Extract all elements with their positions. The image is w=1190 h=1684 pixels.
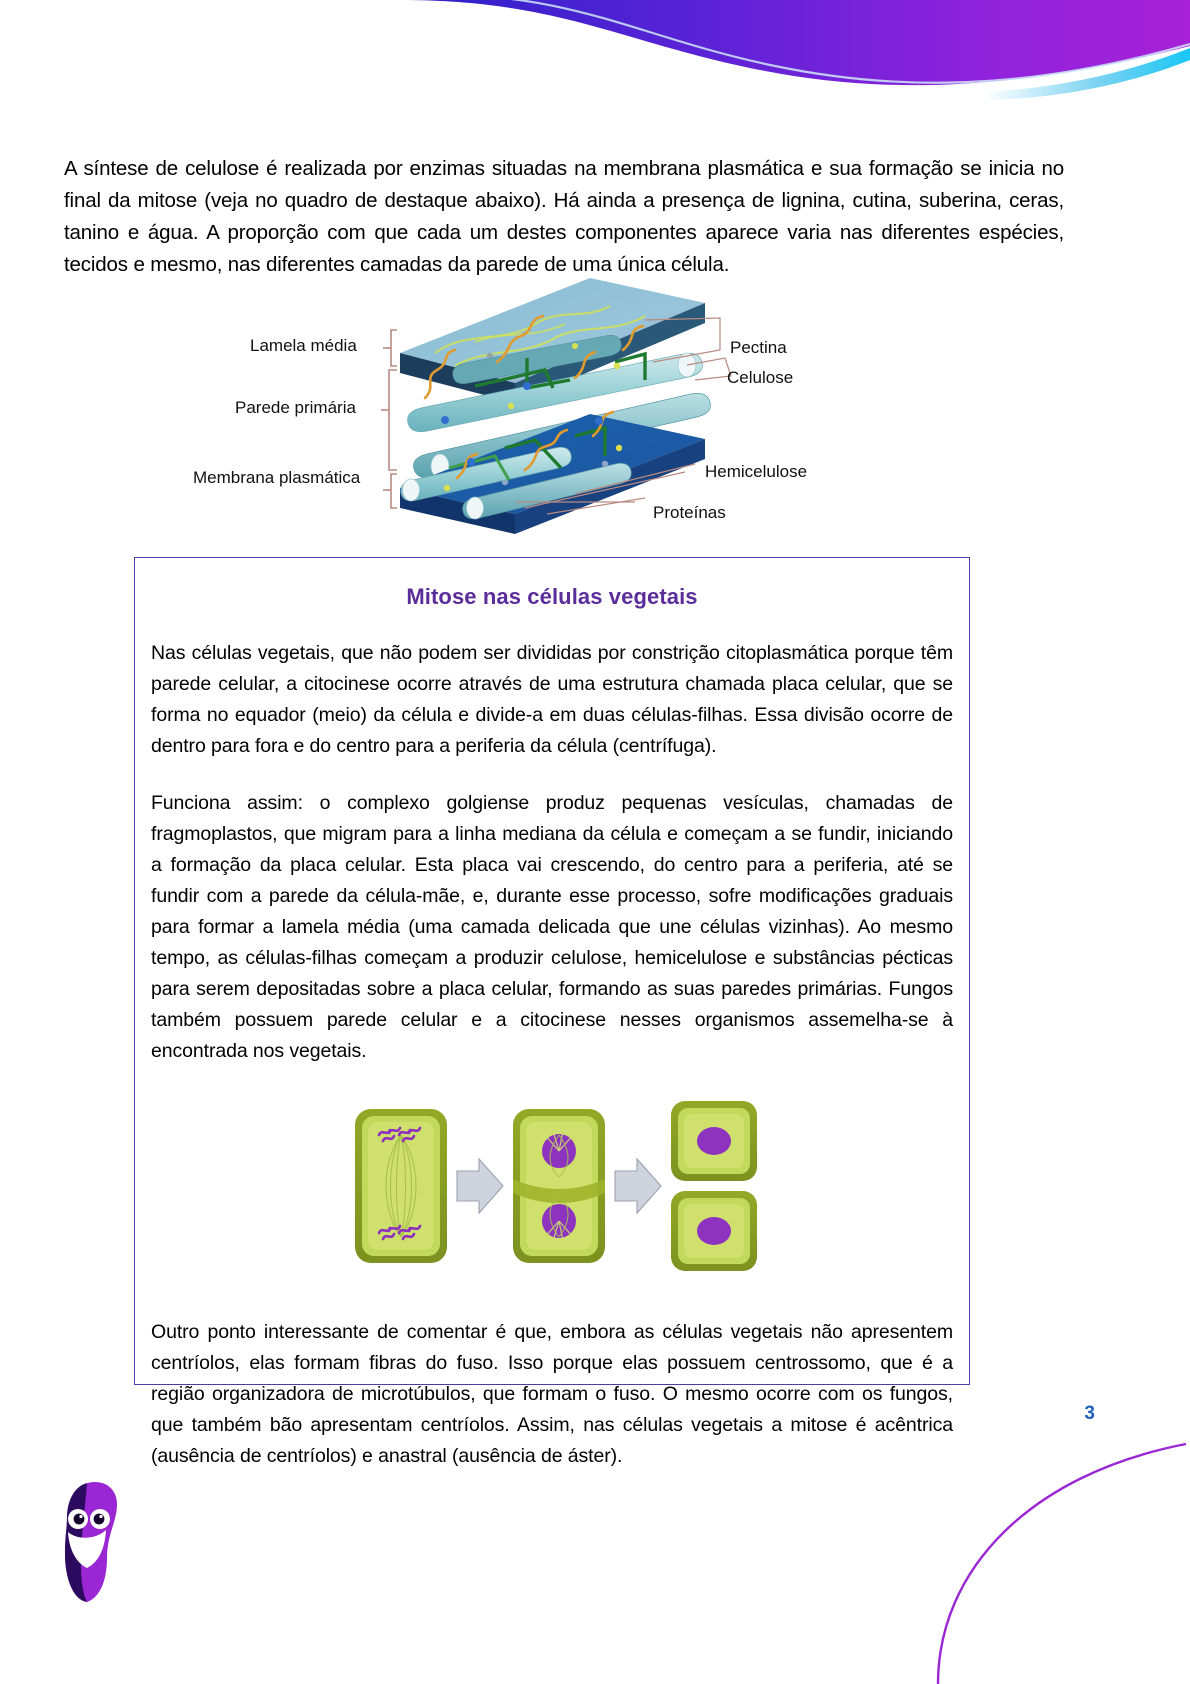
plant-cytokinesis-illustration xyxy=(337,1091,767,1281)
highlight-box-title: Mitose nas células vegetais xyxy=(406,584,698,609)
intro-paragraph: A síntese de celulose é realizada por enzimas situadas na membrana plasmática e sua formação se inicia no final da mitose (veja no quadro de destaque abaixo). Há ainda a presença de lignina, cutina, suberina, ceras, tanino e água. A proporção com que cada um destes componentes aparece varia nas diferentes espécies, tecidos e mesmo, nas diferentes camadas da parede de uma única célula. xyxy=(64,156,1064,277)
mitosis-stage-2 xyxy=(513,1109,605,1263)
plant-cytokinesis-diagram xyxy=(151,1091,953,1291)
highlight-box xyxy=(134,557,970,1467)
figure-label-hemicelulose: Hemicelulose xyxy=(705,462,808,481)
footer-arc-decoration xyxy=(820,1430,1190,1684)
highlight-paragraph-1: Nas células vegetais, que não podem ser divididas por constrição citoplasmática porque têm parede celular, a citocinese ocorre através de uma estrutura chamada placa celular, que se forma no equador (meio) da célula e divide-a em duas células-filhas. Essa divisão ocorre de dentro para fora e do centro para a periferia da célula (centrífuga). xyxy=(151,642,953,757)
process-arrow-2 xyxy=(615,1159,661,1213)
owl-logo-icon xyxy=(55,1470,125,1605)
figure-label-parede-primaria: Parede primária xyxy=(235,398,356,417)
header-wave-decoration xyxy=(0,0,1190,110)
process-arrow-1 xyxy=(457,1159,503,1213)
highlight-box-body xyxy=(135,638,969,1472)
figure-label-lamela-media: Lamela média xyxy=(250,336,357,355)
highlight-paragraph-2: Funciona assim: o complexo golgiense produz pequenas vesículas, chamadas de fragmoplastos, que migram para a linha mediana da célula e começam a se fundir, iniciando a formação da placa celular. Esta placa vai crescendo, do centro para a periferia, até se fundir com a parede da célula-mãe, e, durante esse processo, sofre modificações graduais para formar a lamela média (uma camada delicada que une células vizinhas). Ao mesmo tempo, as células-filhas começam a produzir celulose, hemicelulose e substâncias pécticas para serem depositadas sobre a placa celular, formando as suas paredes primárias. Fungos também possuem parede celular e a citocinese nesses organismos assemelha-se à encontrada nos vegetais. xyxy=(151,792,953,1062)
figure-label-proteinas: Proteínas xyxy=(653,503,726,522)
highlight-paragraph-3: Outro ponto interessante de comentar é que, embora as células vegetais não apresentem centríolos, elas formam fibras do fuso. Isso porque elas possuem centrossomo, que é a região organizadora de microtúbulos, que formam o fuso. O mesmo ocorre com os fungos, que também bão apresentam centríolos. Assim, nas células vegetais a mitose é acêntrica (ausência de centríolos) e anastral (ausência de áster). xyxy=(151,1321,953,1467)
page-number: 3 xyxy=(1084,1403,1095,1424)
mitosis-stage-1 xyxy=(355,1109,447,1263)
figure-label-pectina: Pectina xyxy=(730,338,787,357)
figure-label-celulose: Celulose xyxy=(727,368,794,387)
mitosis-stage-3 xyxy=(671,1101,757,1271)
cell-wall-diagram xyxy=(175,258,895,543)
figure-label-membrana-plasmatica: Membrana plasmática xyxy=(193,468,361,487)
